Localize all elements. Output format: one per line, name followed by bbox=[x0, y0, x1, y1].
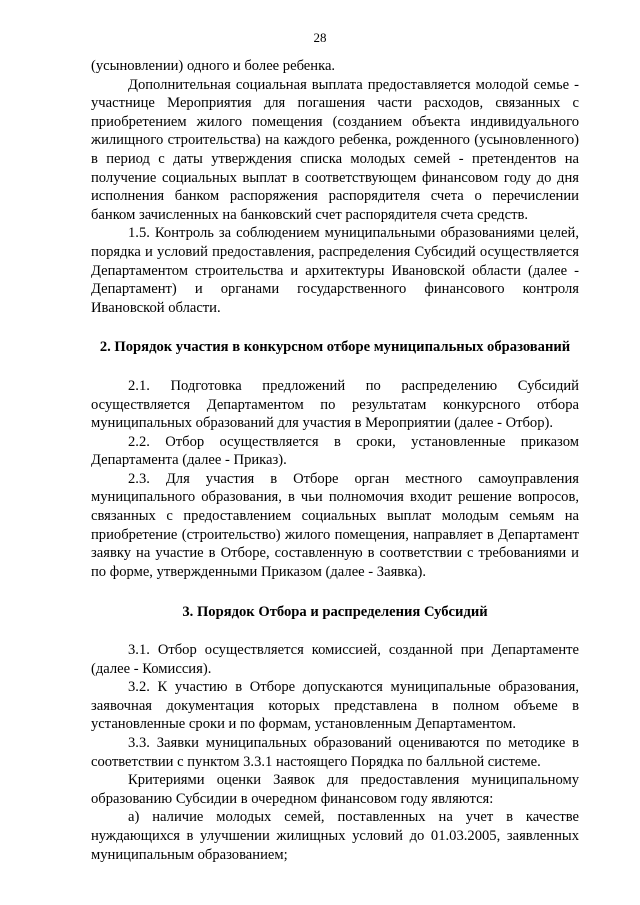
paragraph-3-3: 3.3. Заявки муниципальных образований оцениваются по методике в соответствии с пунктом 3.3.1 настоящего Порядка по балльной системе. bbox=[91, 735, 579, 770]
paragraph-2-1: 2.1. Подготовка предложений по распределению Субсидий осуществляется Департаментом по результатам конкурсного отбора муниципальных образований для участия в Мероприятии (далее - Отбор). bbox=[91, 377, 579, 432]
section-2-heading: 2. Порядок участия в конкурсном отборе муниципальных образований bbox=[99, 339, 571, 356]
paragraph-criteria: Критериями оценки Заявок для предоставления муниципальному образованию Субсидии в очередном финансовом году являются: bbox=[91, 772, 579, 807]
section-3-heading: 3. Порядок Отбора и распределения Субсидий bbox=[182, 604, 488, 621]
paragraph-continuation: (усыновлении) одного и более ребенка. bbox=[91, 58, 336, 74]
page-number: 28 bbox=[313, 30, 327, 45]
document-body bbox=[91, 57, 579, 864]
paragraph-1-5: 1.5. Контроль за соблюдением муниципальными образованиями целей, порядка и условий предоставления, распределения Субсидий осуществляется Департаментом строительства и архитектуры Ивановской области (далее - Департамент) и органами государственного финансового контроля Ивановской области. bbox=[91, 225, 579, 316]
paragraph-additional-payment: Дополнительная социальная выплата предоставляется молодой семье - участнице Мероприятия для погашения части расходов, связанных с приобретением жилого помещения (созданием объекта индивидуального жилищного строительства) на каждого ребенка, рожденного (усыновленного) в период с даты утверждения списка молодых семей - претендентов на получение социальных выплат в соответствующем финансовом году до дня исполнения банком распоряжения распорядителя счета о перечислении банком зачисленных на банковский счет распорядителя счета средств. bbox=[91, 76, 579, 223]
paragraph-criterion-a: а) наличие молодых семей, поставленных на учет в качестве нуждающихся в улучшении жилищных условий до 01.03.2005, заявленных муниципальным образованием; bbox=[91, 809, 579, 863]
paragraph-3-2: 3.2. К участию в Отборе допускаются муниципальные образования, заявочная документация которых представлена в полном объеме в установленные сроки и по формам, установленным Департаментом. bbox=[91, 679, 579, 733]
paragraph-2-3: 2.3. Для участия в Отборе орган местного самоуправления муниципального образования, в чьи полномочия входит решение вопросов, связанных с предоставлением социальных выплат молодым семьям на приобретение (строительство) жилого помещения, направляет в Департамент заявку на участие в Отборе, составленную в соответствии с требованиями и по форме, утвержденными Приказом (далее - Заявка). bbox=[91, 470, 579, 580]
paragraph-3-1: 3.1. Отбор осуществляется комиссией, созданной при Департаменте (далее - Комиссия). bbox=[91, 642, 579, 677]
paragraph-2-2: 2.2. Отбор осуществляется в сроки, установленные приказом Департамента (далее - Приказ). bbox=[91, 433, 579, 469]
